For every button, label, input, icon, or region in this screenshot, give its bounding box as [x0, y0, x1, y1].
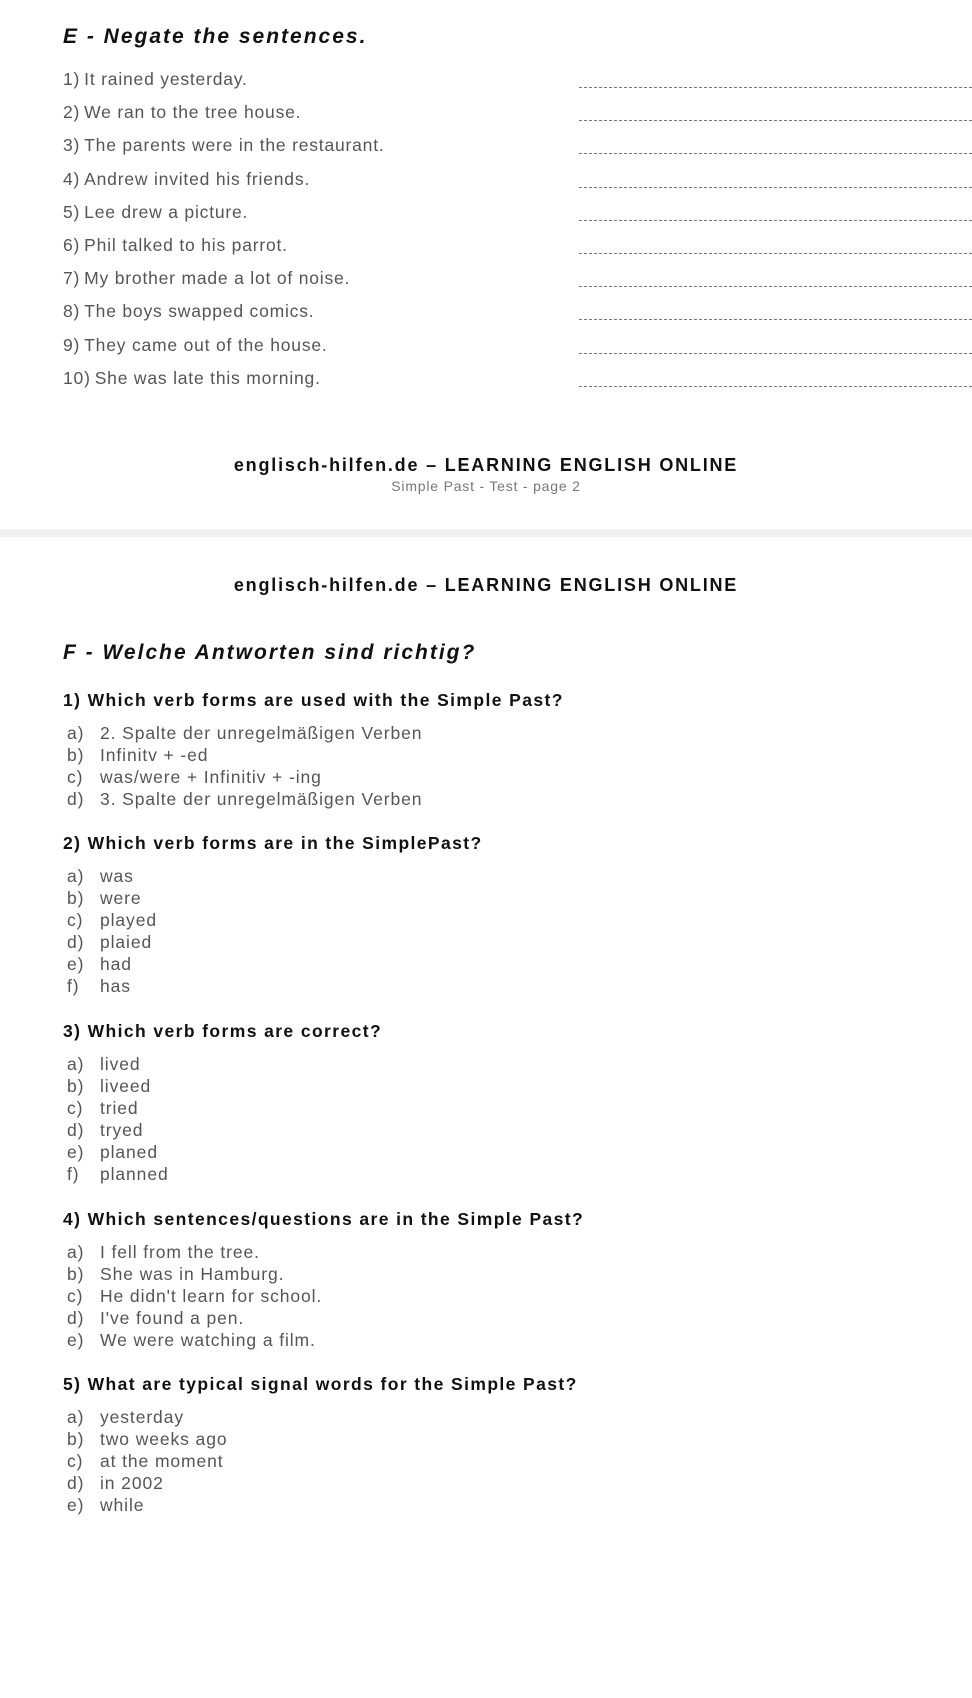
footer-page-subtitle: Simple Past - Test - page 2 [391, 478, 581, 494]
option-letter: c) [67, 767, 84, 787]
sentence-number: 8) [63, 301, 81, 322]
option-text: while [100, 1495, 145, 1515]
answer-option [67, 931, 483, 953]
option-letter: b) [67, 1429, 85, 1449]
sentence-number: 4) [63, 168, 81, 189]
sentence-text: My brother made a lot of noise. [84, 268, 351, 289]
answer-option [67, 1329, 584, 1351]
answer-blank-line [579, 286, 972, 287]
answer-option [67, 1428, 578, 1450]
answer-options [63, 1241, 584, 1351]
answer-blank-line [579, 87, 972, 88]
option-text: 2. Spalte der unregelmäßigen Verben [100, 723, 423, 743]
option-letter: b) [67, 1264, 85, 1284]
page-separator [0, 529, 972, 537]
sentence-number: 2) [63, 102, 81, 123]
option-text: lived [100, 1054, 141, 1074]
answer-blank-line [579, 386, 972, 387]
footer-brand: englisch-hilfen.de – LEARNING ENGLISH ONLINE [233, 455, 739, 475]
document-page-3 [0, 537, 972, 1698]
option-text: was [100, 866, 134, 886]
answer-options [63, 865, 483, 997]
sentence-item [63, 268, 972, 301]
option-text: planed [100, 1142, 158, 1162]
question-title: 1) Which verb forms are used with the Simple Past? [63, 690, 564, 710]
option-text: 3. Spalte der unregelmäßigen Verben [100, 789, 423, 809]
sentence-text: Phil talked to his parrot. [84, 234, 288, 255]
option-text: played [100, 910, 157, 930]
answer-option [67, 1307, 584, 1329]
question-block [63, 1209, 584, 1351]
question-block [63, 1021, 382, 1185]
answer-blank-line [579, 253, 972, 254]
sentence-item [63, 235, 972, 268]
answer-blank-line [579, 153, 972, 154]
sentence-item [63, 301, 972, 334]
answer-options [63, 1406, 578, 1516]
option-letter: a) [67, 1242, 85, 1262]
answer-option [67, 1141, 382, 1163]
answer-option [67, 1163, 382, 1185]
sentence-text: Lee drew a picture. [84, 201, 249, 222]
answer-option [67, 909, 483, 931]
option-text: tried [100, 1098, 139, 1118]
question-title: 3) Which verb forms are correct? [63, 1021, 383, 1041]
option-text: was/were + Infinitiv + -ing [100, 767, 322, 787]
option-letter: b) [67, 888, 85, 908]
answer-option [67, 887, 483, 909]
document-top-edge [0, 0, 972, 26]
option-text: plaied [100, 932, 153, 952]
answer-blank-line [579, 187, 972, 188]
sentence-number: 9) [63, 334, 81, 355]
option-text: She was in Hamburg. [100, 1264, 285, 1284]
option-text: Infinitv + -ed [100, 745, 209, 765]
option-letter: a) [67, 723, 85, 743]
answer-option [67, 1450, 578, 1472]
option-text: I fell from the tree. [100, 1242, 260, 1262]
question-title: 5) What are typical signal words for the Simple Past? [63, 1374, 578, 1394]
answer-option [67, 1472, 578, 1494]
answer-options [63, 722, 564, 810]
sentence-item [63, 169, 972, 202]
answer-option [67, 975, 483, 997]
answer-option [67, 788, 564, 810]
section-f-heading: F - Welche Antworten sind richtig? [63, 641, 477, 664]
sentence-number: 1) [63, 69, 81, 89]
option-letter: a) [67, 866, 85, 886]
option-letter: c) [67, 1451, 84, 1471]
answer-option [67, 1285, 584, 1307]
option-text: planned [100, 1164, 169, 1184]
option-letter: e) [67, 1142, 85, 1162]
answer-option [67, 1406, 578, 1428]
option-text: in 2002 [100, 1473, 164, 1493]
option-letter: d) [67, 1473, 85, 1493]
answer-option [67, 1119, 382, 1141]
negate-sentence-list [63, 69, 972, 401]
sentence-item [63, 69, 972, 102]
question-block [63, 1374, 578, 1516]
sentence-text: The boys swapped comics. [84, 301, 315, 322]
option-letter: e) [67, 1495, 85, 1515]
sentence-number: 5) [63, 201, 81, 222]
option-letter: f) [67, 976, 80, 996]
option-letter: a) [67, 1407, 85, 1427]
answer-option [67, 766, 564, 788]
answer-option [67, 1241, 584, 1263]
option-text: liveed [100, 1076, 152, 1096]
sentence-number: 7) [63, 268, 81, 289]
answer-option [67, 722, 564, 744]
option-letter: b) [67, 745, 85, 765]
answer-option [67, 1494, 578, 1516]
document-page-2 [0, 25, 972, 529]
sentence-text: They came out of the house. [84, 334, 328, 355]
sentence-item [63, 135, 972, 168]
answer-option [67, 1097, 382, 1119]
option-text: had [100, 954, 132, 974]
answer-blank-line [579, 220, 972, 221]
option-text: were [100, 888, 142, 908]
option-letter: d) [67, 789, 85, 809]
sentence-number: 3) [63, 135, 81, 156]
option-letter: d) [67, 932, 85, 952]
sentence-text: We ran to the tree house. [84, 102, 302, 123]
answer-option [67, 1053, 382, 1075]
header-brand: englisch-hilfen.de – LEARNING ENGLISH ONLINE [233, 575, 739, 595]
option-letter: a) [67, 1054, 85, 1074]
option-text: two weeks ago [100, 1429, 228, 1449]
question-title: 4) Which sentences/questions are in the Simple Past? [63, 1209, 585, 1229]
option-letter: b) [67, 1076, 85, 1096]
sentence-number: 10) [63, 367, 91, 388]
answer-blank-line [579, 120, 972, 121]
option-letter: c) [67, 1286, 84, 1306]
question-block [63, 690, 564, 810]
sentence-item [63, 102, 972, 135]
answer-option [67, 1075, 382, 1097]
answer-option [67, 744, 564, 766]
question-title: 2) Which verb forms are in the SimplePast? [63, 833, 483, 853]
section-e-heading: E - Negate the sentences. [63, 25, 368, 48]
sentence-item [63, 202, 972, 235]
option-text: We were watching a film. [100, 1330, 316, 1350]
sentence-item [63, 335, 972, 368]
option-text: yesterday [100, 1407, 184, 1427]
option-letter: d) [67, 1308, 85, 1328]
option-text: I've found a pen. [100, 1308, 245, 1328]
answer-blank-line [579, 319, 972, 320]
option-text: has [100, 976, 131, 996]
sentence-text: Andrew invited his friends. [84, 168, 311, 189]
sentence-text: She was late this morning. [94, 367, 321, 388]
option-text: at the moment [100, 1451, 224, 1471]
option-letter: d) [67, 1120, 85, 1140]
option-letter: e) [67, 954, 85, 974]
sentence-item [63, 368, 972, 401]
answer-option [67, 865, 483, 887]
answer-blank-line [579, 353, 972, 354]
option-text: He didn't learn for school. [100, 1286, 323, 1306]
option-letter: f) [67, 1164, 80, 1184]
sentence-text: The parents were in the restaurant. [84, 135, 385, 156]
option-letter: c) [67, 910, 84, 930]
sentence-text: It rained yesterday. [84, 69, 248, 89]
answer-options [63, 1053, 382, 1185]
answer-option [67, 953, 483, 975]
option-letter: c) [67, 1098, 84, 1118]
option-letter: e) [67, 1330, 85, 1350]
option-text: tryed [100, 1120, 144, 1140]
question-block [63, 833, 483, 997]
answer-option [67, 1263, 584, 1285]
sentence-number: 6) [63, 234, 81, 255]
